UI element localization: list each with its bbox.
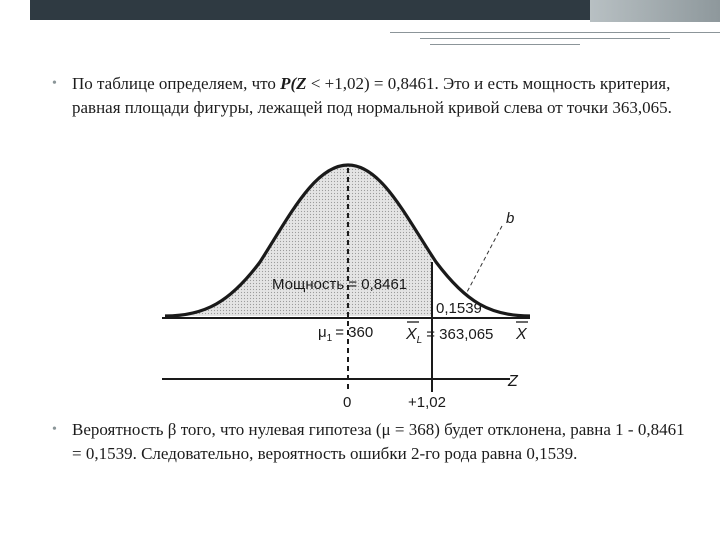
- mu-label: $\mu_1 = 360$: [318, 324, 374, 344]
- paragraph-beta: [52, 418, 692, 466]
- paragraph-power-prefix: По таблице определяем, что: [72, 74, 281, 93]
- bullet-icon: •: [52, 422, 57, 437]
- xl-label: $X_L = 363,065$: [406, 326, 494, 346]
- beta-value-label: 0,1539: [436, 300, 482, 317]
- z-axis-label: Z: [508, 373, 518, 390]
- paragraph-power-suffix: < +1,02) = 0,8461. Это и есть мощность критерия, равная площади фигуры, лежащей под нормальной кривой слева от точки 363,065.: [72, 74, 672, 117]
- beta-pointer-line: [466, 226, 502, 294]
- paragraph-beta-text: Вероятность β того, что нулевая гипотеза (μ = 368) будет отклонена, равна 1 - 0,8461 = 0,1539. Следовательно, вероятность ошибки 2-го рода равна 0,1539.: [72, 420, 685, 463]
- b-label: b: [506, 210, 515, 227]
- formula-pz: P(Z: [280, 74, 307, 93]
- z-tick-critical: +1,02: [408, 394, 446, 411]
- bullet-icon: •: [52, 76, 57, 91]
- z-tick-zero: 0: [343, 394, 352, 411]
- power-label: Мощность = 0,8461: [272, 276, 408, 293]
- xbar-label: X: [516, 326, 527, 343]
